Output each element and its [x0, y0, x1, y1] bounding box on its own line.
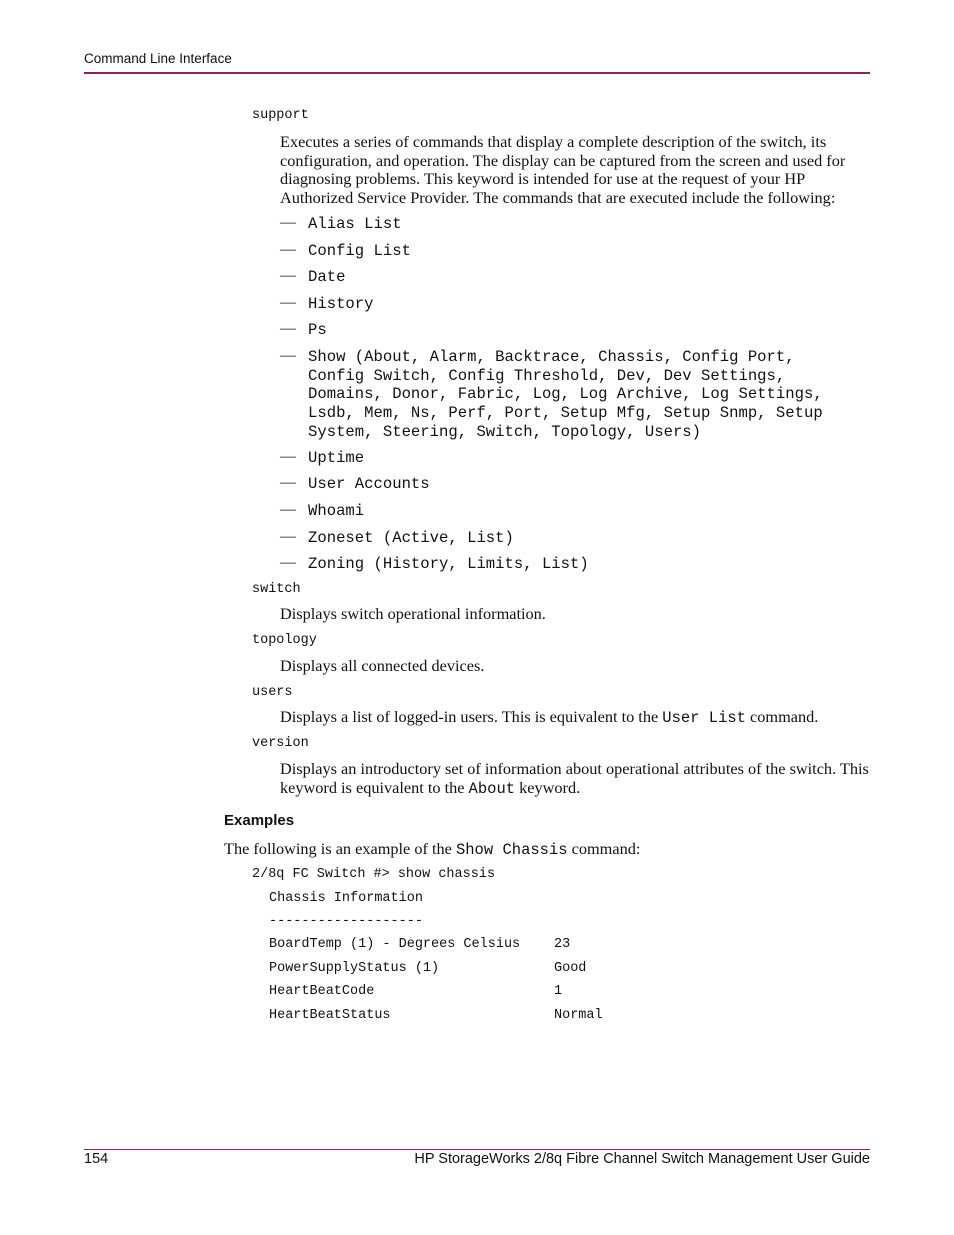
- desc-text: Displays a list of logged-in users. This is equivalent to the: [280, 707, 663, 726]
- list-item: Show (About, Alarm, Backtrace, Chassis, Config Port, Config Switch, Config Threshold, Dev, Dev Settings, Domains, Donor, Fabric, Log, Log Archive, Log Settings, Lsdb, Mem, Ns, Perf, Port, Setup Mfg, Setup Snmp, Setup System, Steering, Switch, Topology, Users): [308, 348, 823, 441]
- topology-description: Displays all connected devices.: [280, 656, 485, 675]
- intro-text: command:: [567, 839, 641, 858]
- keyword-users: users: [252, 685, 293, 700]
- list-item: User Accounts: [308, 475, 430, 493]
- list-dash: —: [280, 214, 296, 231]
- inline-code: Show Chassis: [455, 841, 568, 859]
- header-rule: [84, 72, 870, 74]
- support-description: Executes a series of commands that display a complete description of the switch, its configuration, and operation. The display can be captured from the screen and used for diagnosing problems. This keyword is intended for use at the request of your HP Authorized Service Provider. The commands that are executed include the following:: [280, 132, 846, 207]
- list-dash: —: [280, 241, 296, 258]
- keyword-topology: topology: [252, 633, 317, 648]
- output-separator: -------------------: [269, 914, 423, 929]
- desc-text: keyword.: [515, 777, 581, 797]
- cli-prompt: 2/8q FC Switch #> show chassis: [252, 867, 496, 882]
- output-row-label: PowerSupplyStatus (1): [269, 961, 440, 976]
- output-row-value: 1: [554, 984, 563, 999]
- list-dash: —: [280, 501, 296, 518]
- list-item: Whoami: [308, 502, 365, 520]
- list-dash: —: [280, 267, 296, 284]
- keyword-support: support: [252, 108, 309, 123]
- examples-heading: Examples: [224, 812, 295, 829]
- page-number: 154: [84, 1151, 109, 1167]
- document-title: HP StorageWorks 2/8q Fibre Channel Switch Management User Guide: [414, 1151, 870, 1167]
- intro-text: The following is an example of the: [224, 839, 456, 858]
- keyword-switch: switch: [252, 582, 301, 597]
- inline-code: About: [468, 779, 516, 798]
- output-section-title: Chassis Information: [269, 891, 423, 906]
- output-row-label: HeartBeatStatus: [269, 1008, 391, 1023]
- output-row-label: HeartBeatCode: [269, 984, 375, 999]
- list-dash: —: [280, 448, 296, 465]
- desc-text: Displays an introductory set of information about operational attributes of the switch. This keyword is equivalent to the: [280, 759, 869, 797]
- keyword-version: version: [252, 736, 309, 751]
- output-row-label: BoardTemp (1) - Degrees Celsius: [269, 937, 521, 952]
- list-item: Alias List: [308, 215, 402, 233]
- users-description: [280, 708, 880, 728]
- switch-description: Displays switch operational information.: [280, 604, 546, 623]
- list-dash: —: [280, 347, 296, 364]
- footer-rule: [84, 1149, 870, 1150]
- list-dash: —: [280, 554, 296, 571]
- list-item: Zoneset (Active, List): [308, 529, 514, 547]
- output-row-value: 23: [554, 937, 571, 952]
- list-dash: —: [280, 320, 296, 337]
- desc-text: command.: [745, 707, 819, 726]
- list-item: Date: [308, 268, 346, 286]
- list-dash: —: [280, 474, 296, 491]
- examples-intro: [224, 839, 640, 859]
- list-dash: —: [280, 294, 296, 311]
- version-description: [280, 760, 880, 798]
- list-dash: —: [280, 528, 296, 545]
- list-item: History: [308, 295, 374, 313]
- list-item: Config List: [308, 242, 411, 260]
- output-row-value: Good: [554, 961, 587, 976]
- list-item: Zoning (History, Limits, List): [308, 555, 589, 573]
- inline-code: User List: [662, 709, 746, 727]
- list-item: Uptime: [308, 449, 365, 467]
- running-header: Command Line Interface: [84, 51, 232, 66]
- output-row-value: Normal: [554, 1008, 603, 1023]
- list-item: Ps: [308, 321, 327, 339]
